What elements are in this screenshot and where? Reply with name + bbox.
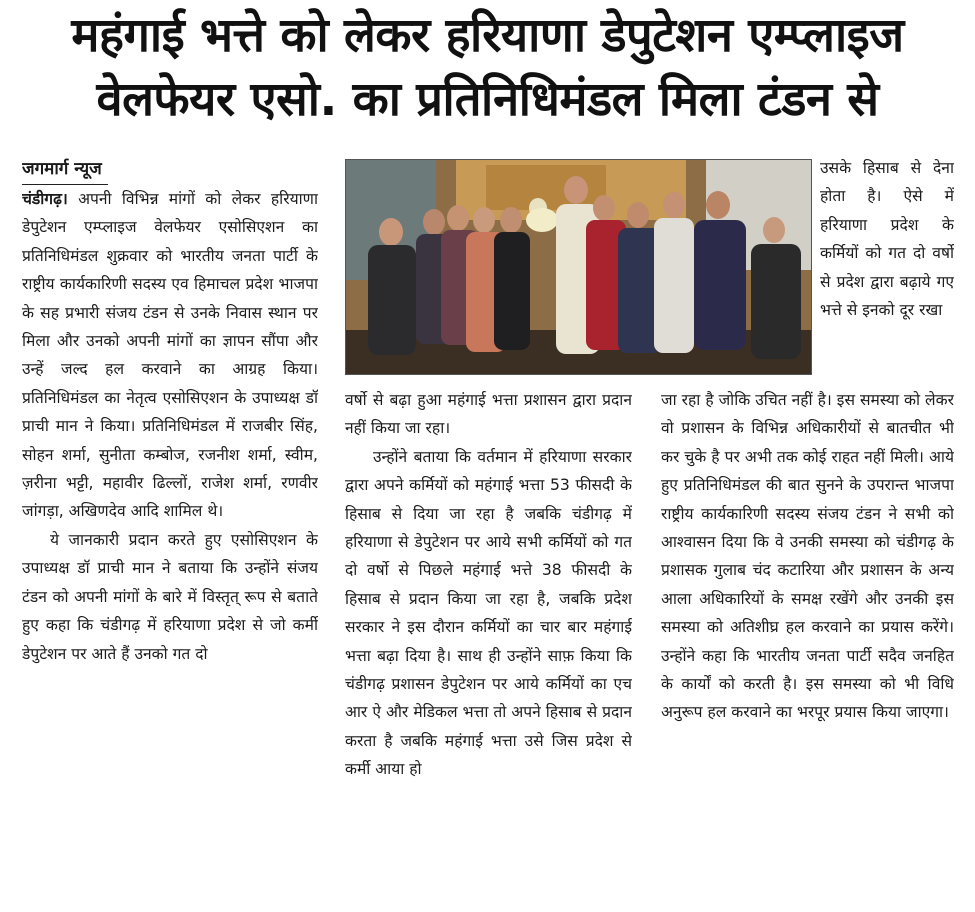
article-paragraph: उसके हिसाब से देना होता है। ऐसे में हरियाणा प्रदेश के कर्मियों को गत दो वर्षो से प्रदेश द्वारा बढ़ाये गए भत्ते से इनको दूर रखा <box>820 159 954 320</box>
article-paragraph: वर्षो से बढ़ा हुआ महंगाई भत्ता प्रशासन द्वारा प्रदान नहीं किया जा रहा। <box>345 391 632 438</box>
article-column-2 <box>345 386 632 906</box>
byline: जगमार्ग न्यूज <box>22 154 108 185</box>
article-paragraph: उन्होंने बताया कि वर्तमान में हरियाणा सरकार द्वारा अपने कर्मियों को महंगाई भत्ता 53 फीसदी के हिसाब से दिया जा रहा है जबकि चंडीगढ़ में हरियाणा से डेपुटेशन पर आये सभी कर्मियों को गत दो वर्षो से पिछले महंगाई भत्ते 38 फीसदी के हिसाब से प्रदान किया जा रहा है, जबकि प्रदेश सरकार ने इस दौरान कर्मियों का चार बार महंगाई भत्ता बढ़ा दिया है। साथ ही उन्होंने साफ़ किया कि चंडीगढ़ प्रशासन डेपुटेशन पर आये कर्मियों का एच आर ऐ और मेडिकल भत्ता तो अपने हिसाब से प्रदान करता है जबकि महंगाई भत्ता उसे जिस प्रदेश से कर्मी आया हो <box>345 447 632 779</box>
group-photo-illustration <box>346 160 811 374</box>
article-paragraph: ये जानकारी प्रदान करते हुए एसोसिएशन के उपाध्यक्ष डॉ प्राची मान ने बताया कि उन्होंने संजय टंडन को अपनी मांगों के बारे में विस्तृत् रूप से बताते हुए कहा कि चंडीगढ़ में हरियाणा प्रदेश से जो कर्मी डेपुटेशन पर आते हैं उनको गत दो <box>22 530 318 663</box>
article-paragraph: जा रहा है जोकि उचित नहीं है। इस समस्या को लेकर वो प्रशासन के विभिन्न अधिकारीयों से बातचीत भी कर चुके है पर अभी तक कोई राहत नहीं मिली। आये हुए प्रतिनिधिमंडल की बात सुनने के उपरान्त भाजपा राष्ट्रीय कार्यकारिणी सदस्य संजय टंडन ने सभी को आश्वासन दिया कि वे उनकी समस्या को चंडीगढ़ के प्रशासक गुलाब चंद कटारिया और प्रशासन के अन्य आला अधिकारियों के समक्ष रखेंगे और उनकी इस समस्या को अतिशीघ्र हल करवाने का प्रयास करेंगे। उन्होंने कहा कि भारतीय जनता पार्टी सदैव जनहित के कार्यों को करती है। इस समस्या को भी विधि अनुरूप हल करवाने का भरपूर प्रयास किया जाएगा। <box>661 391 954 722</box>
article-paragraph <box>22 185 318 526</box>
headline-line-2: वेलफेयर एसो. का प्रतिनिधिमंडल मिला टंडन से <box>96 72 879 127</box>
dateline: चंडीगढ़। <box>22 190 68 208</box>
news-photo <box>345 159 812 375</box>
article-column-3-top <box>820 154 954 384</box>
headline <box>0 4 975 132</box>
article-column-3-bottom <box>661 386 954 906</box>
paragraph-text: अपनी विभिन्न मांगों को लेकर हरियाणा डेपुटेशन एम्प्लाइज वेलफेयर एसोसिएशन का प्रतिनिधिमंडल शुक्रवार को भारतीय जनता पार्टी के राष्ट्रीय कार्यकारिणी सदस्य एव हिमाचल प्रदेश भाजपा के सह प्रभारी संजय टंडन से उनके निवास स्थान पर मिला और उनको अपनी मांगों का ज्ञापन सौंपा और उन्हें जल्द हल करवाने का आग्रह किया। प्रतिनिधिमंडल का नेतृत्व एसोसिएशन के उपाध्यक्ष डॉ प्राची मान ने किया। प्रतिनिधिमंडल में राजबीर सिंह, सोहन शर्मा, सुनीता कम्बोज, रजनीश शर्मा, स्वीम, ज़रीना भट्टी, महावीर ढिल्लों, राजेश शर्मा, रणवीर जांगड़ा, अखिणदेव आदि शामिल थे। <box>22 190 318 521</box>
headline-line-1: महंगाई भत्ते को लेकर हरियाणा डेपुटेशन एम्प्लाइज <box>71 8 904 63</box>
article-column-1 <box>22 154 318 906</box>
